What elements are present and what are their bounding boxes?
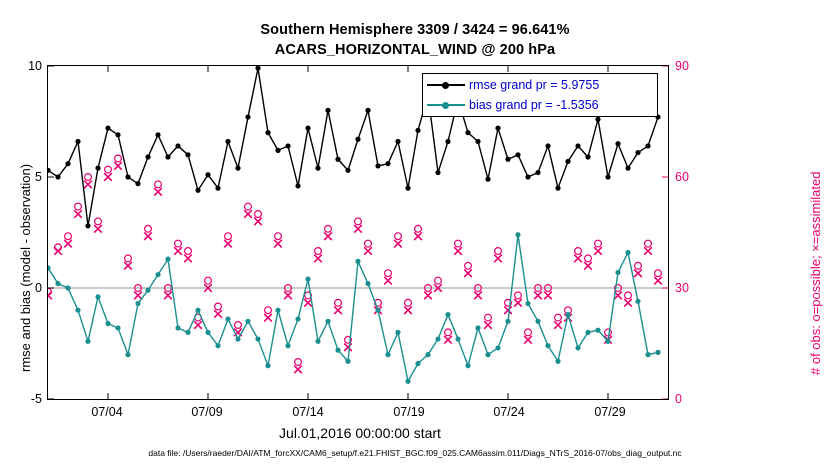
x-axis-label: Jul.01,2016 00:00:00 start xyxy=(279,425,441,441)
legend-swatch-rmse xyxy=(427,79,465,91)
x-tick-2: 07/14 xyxy=(292,405,324,419)
title-line-1: Southern Hemisphere 3309 / 3424 = 96.641% xyxy=(260,22,570,38)
x-tick-4: 07/24 xyxy=(493,405,525,419)
y-axis-left-label: rmse and bias (model - observation) xyxy=(18,163,33,372)
bias-series xyxy=(48,232,661,384)
legend-item-rmse xyxy=(427,75,599,95)
y-tick-left-0: -5 xyxy=(30,392,42,406)
x-tick-1: 07/09 xyxy=(191,405,223,419)
x-tick-0: 07/04 xyxy=(91,405,123,419)
y-tick-right-1: 30 xyxy=(675,281,689,295)
legend-swatch-bias xyxy=(427,99,465,111)
y-tick-right-2: 60 xyxy=(675,170,689,184)
y-tick-left-2: 5 xyxy=(35,170,42,184)
legend-label-bias: bias grand pr = -1.5356 xyxy=(469,98,599,112)
chart-legend xyxy=(422,73,658,117)
y-tick-right-0: 0 xyxy=(675,392,682,406)
obs-assimilated-markers xyxy=(48,162,662,373)
x-tick-5: 07/29 xyxy=(594,405,626,419)
y-tick-right-3: 90 xyxy=(675,59,689,73)
legend-label-rmse: rmse grand pr = 5.9755 xyxy=(469,78,600,92)
y-tick-left-1: 0 xyxy=(35,281,42,295)
y-tick-left-3: 10 xyxy=(28,59,42,73)
title-line-2: ACARS_HORIZONTAL_WIND @ 200 hPa xyxy=(274,42,556,58)
data-file-footnote: data file: /Users/raeder/DAI/ATM_forcXX/CAM6_setup/f.e21.FHIST_BGC.f09_025.CAM6assim.011/Diags_NTrS_2016-07/obs_diag_output.nc xyxy=(148,448,682,458)
x-tick-3: 07/19 xyxy=(393,405,425,419)
y-axis-right-label: # of obs: o=possible; ×=assimilated xyxy=(808,171,823,375)
obs-possible-markers xyxy=(48,155,661,365)
legend-item-bias xyxy=(427,95,599,115)
